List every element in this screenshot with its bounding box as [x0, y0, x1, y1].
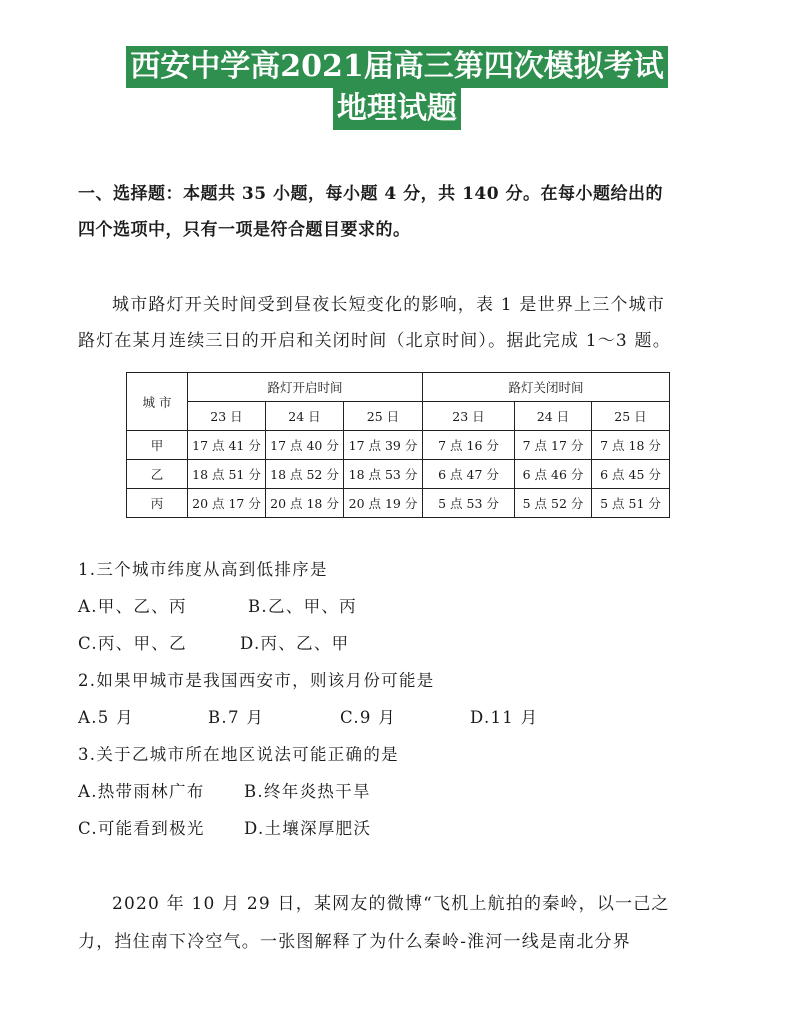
question-3-option-d: D.土壤深厚肥沃: [244, 819, 372, 838]
table-cell-city: 丙: [127, 489, 188, 518]
table-cell: 7 点 17 分: [515, 431, 592, 460]
table-cell: 6 点 45 分: [592, 460, 670, 489]
table-row: [127, 431, 670, 460]
question-2-option-d: D.11 月: [470, 708, 539, 727]
table-cell-city: 甲: [127, 431, 188, 460]
exam-title-line1: 西安中学高2021届高三第四次模拟考试: [126, 46, 668, 88]
question-1-option-d: D.丙、乙、甲: [240, 634, 350, 653]
table-cell: 17 点 39 分: [344, 431, 423, 460]
table-cell: 6 点 46 分: [515, 460, 592, 489]
table-day: 23 日: [423, 402, 515, 431]
table-cell: 18 点 51 分: [188, 460, 266, 489]
table-cell: 7 点 18 分: [592, 431, 670, 460]
question-1-option-a: A.甲、乙、丙: [78, 597, 187, 616]
question-1-option-b: B.乙、甲、丙: [248, 597, 357, 616]
question-3-option-b: B.终年炎热干旱: [244, 782, 371, 801]
table-cell: 17 点 40 分: [266, 431, 344, 460]
table-day: 25 日: [592, 402, 670, 431]
table-cell: 5 点 51 分: [592, 489, 670, 518]
exam-title: [0, 46, 794, 88]
table-cell-city: 乙: [127, 460, 188, 489]
question-2-option-c: C.9 月: [340, 708, 397, 727]
question-1-stem: 1.三个城市纬度从高到低排序是: [78, 560, 328, 579]
question-3-stem: 3.关于乙城市所在地区说法可能正确的是: [78, 745, 399, 764]
table-cell: 17 点 41 分: [188, 431, 266, 460]
table-day: 24 日: [266, 402, 344, 431]
table-cell: 20 点 18 分: [266, 489, 344, 518]
exam-title-line2: 地理试题: [333, 88, 461, 130]
passage2-line1: 2020 年 10 月 29 日，某网友的微博“飞机上航拍的秦岭，以一己之: [112, 894, 670, 914]
table-cell: 6 点 47 分: [423, 460, 515, 489]
table-cell: 20 点 19 分: [344, 489, 423, 518]
table-header-close: 路灯关闭时间: [423, 373, 670, 402]
intro-line1: 城市路灯开关时间受到昼夜长短变化的影响，表 1 是世界上三个城市: [112, 295, 666, 315]
table-cell: 7 点 16 分: [423, 431, 515, 460]
table-cell: 5 点 52 分: [515, 489, 592, 518]
exam-subtitle: [0, 88, 794, 130]
table-cell: 20 点 17 分: [188, 489, 266, 518]
intro-line2: 路灯在某月连续三日的开启和关闭时间（北京时间）。据此完成 1～3 题。: [78, 331, 671, 351]
question-2-option-a: A.5 月: [78, 708, 134, 727]
table-day: 25 日: [344, 402, 423, 431]
passage2-line2: 力，挡住南下冷空气。一张图解释了为什么秦岭-淮河一线是南北分界: [78, 932, 631, 952]
question-3-option-c: C.可能看到极光: [78, 819, 205, 838]
question-1-option-c: C.丙、甲、乙: [78, 634, 187, 653]
table-cell: 5 点 53 分: [423, 489, 515, 518]
section-heading-line2: 四个选项中，只有一项是符合题目要求的。: [78, 220, 411, 240]
lamp-time-table: [126, 372, 670, 518]
table-row: [127, 489, 670, 518]
table-day: 24 日: [515, 402, 592, 431]
question-3-option-a: A.热带雨林广布: [78, 782, 205, 801]
table-row: [127, 460, 670, 489]
table-cell: 18 点 52 分: [266, 460, 344, 489]
question-2-stem: 2.如果甲城市是我国西安市，则该月份可能是: [78, 671, 435, 690]
section-heading-line1: 一、选择题：本题共 35 小题，每小题 4 分，共 140 分。在每小题给出的: [78, 184, 663, 204]
table-header-city: 城 市: [127, 373, 188, 431]
table-cell: 18 点 53 分: [344, 460, 423, 489]
question-2-option-b: B.7 月: [208, 708, 265, 727]
table-header-open: 路灯开启时间: [188, 373, 423, 402]
table-day: 23 日: [188, 402, 266, 431]
